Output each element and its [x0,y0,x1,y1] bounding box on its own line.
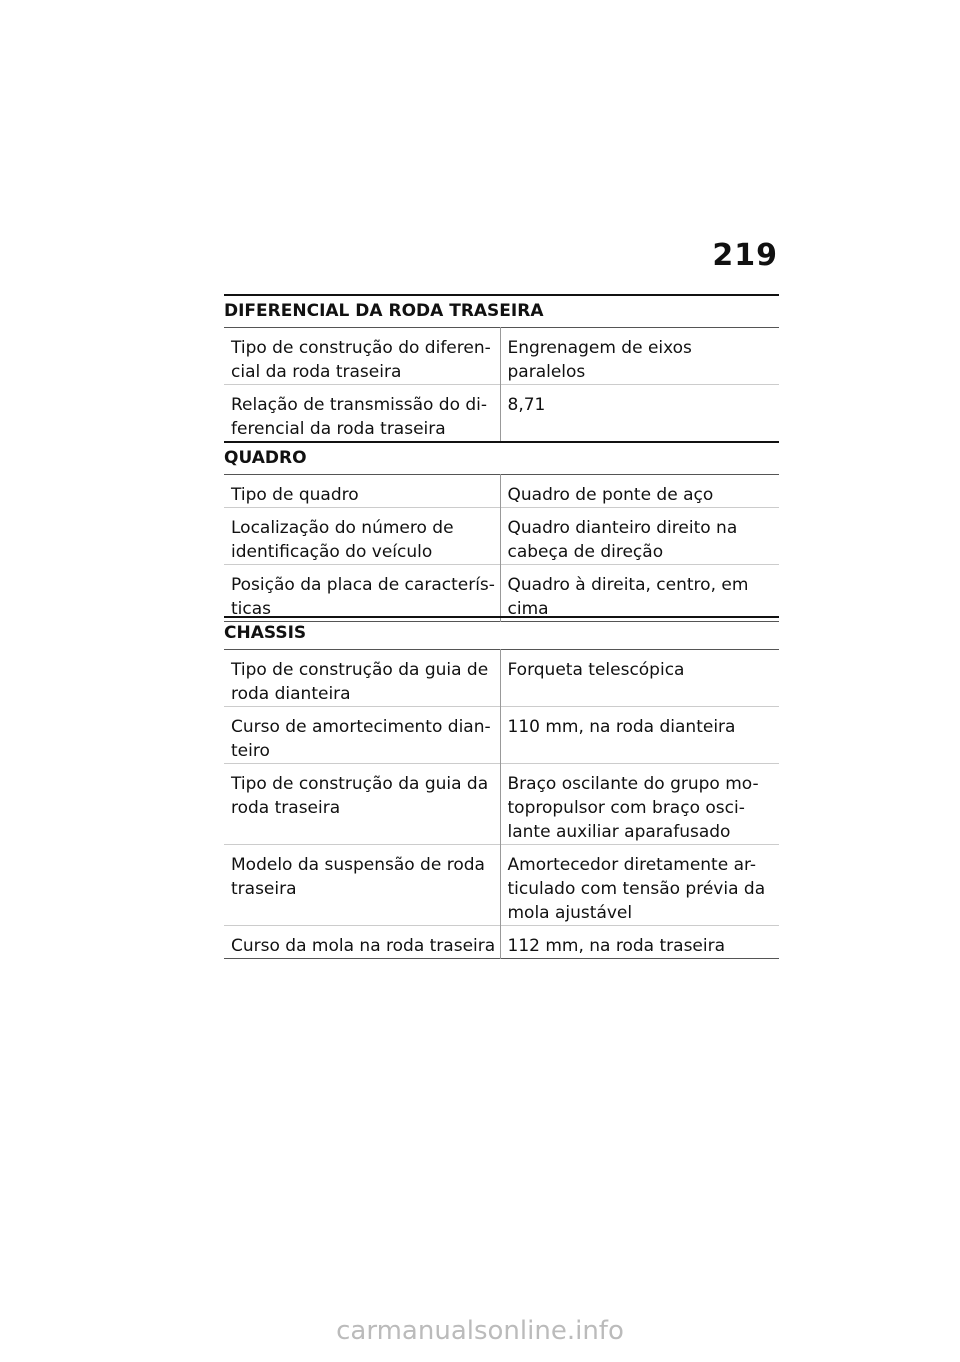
section-title: QUADRO [224,441,779,474]
spec-label: Posição da placa de caracterís- ticas [224,565,500,622]
section-chassis [224,616,779,959]
table-row [224,475,779,508]
spec-label: Tipo de construção da guia da roda traseira [224,764,500,845]
spec-table [224,474,779,622]
spec-value: 112 mm, na roda traseira [500,926,779,959]
spec-label: Curso da mola na roda traseira [224,926,500,959]
spec-label: Tipo de construção da guia de roda dianteira [224,650,500,707]
table-row [224,385,779,442]
spec-value: 110 mm, na roda dianteira [500,707,779,764]
table-row [224,328,779,385]
spec-label: Modelo da suspensão de roda traseira [224,845,500,926]
table-row [224,764,779,845]
section-title: CHASSIS [224,616,779,649]
section-frame [224,441,779,622]
table-row [224,650,779,707]
spec-label: Curso de amortecimento dian- teiro [224,707,500,764]
page-number: 219 [712,238,778,273]
spec-value: Forqueta telescópica [507,660,685,680]
spec-value: Amortecedor diretamente ar- ticulado com tensão prévia da mola ajustável [500,845,779,926]
spec-value: Engrenagem de eixos paralelos [507,338,692,382]
spec-value: 8,71 [500,385,779,442]
spec-label: Tipo de construção do diferen- cial da roda traseira [224,328,500,385]
spec-label: Tipo de quadro [224,475,500,508]
table-row [224,707,779,764]
table-row [224,926,779,959]
table-row [224,508,779,565]
table-row [224,845,779,926]
section-differential [224,294,779,442]
spec-table [224,327,779,442]
spec-value: Braço oscilante do grupo mo- topropulsor com braço osci- lante auxiliar aparafusado [500,764,779,845]
section-title: DIFERENCIAL DA RODA TRASEIRA [224,294,779,327]
spec-value: Quadro dianteiro direito na cabeça de direção [500,508,779,565]
spec-value: Quadro à direita, centro, em cima [500,565,779,622]
spec-label: Localização do número de identificação do veículo [224,508,500,565]
table-row [224,565,779,622]
spec-label: Relação de transmissão do di- ferencial da roda traseira [224,385,500,442]
spec-table [224,649,779,959]
spec-value: Quadro de ponte de aço [507,485,714,505]
watermark: carmanualsonline.info [336,1316,624,1346]
